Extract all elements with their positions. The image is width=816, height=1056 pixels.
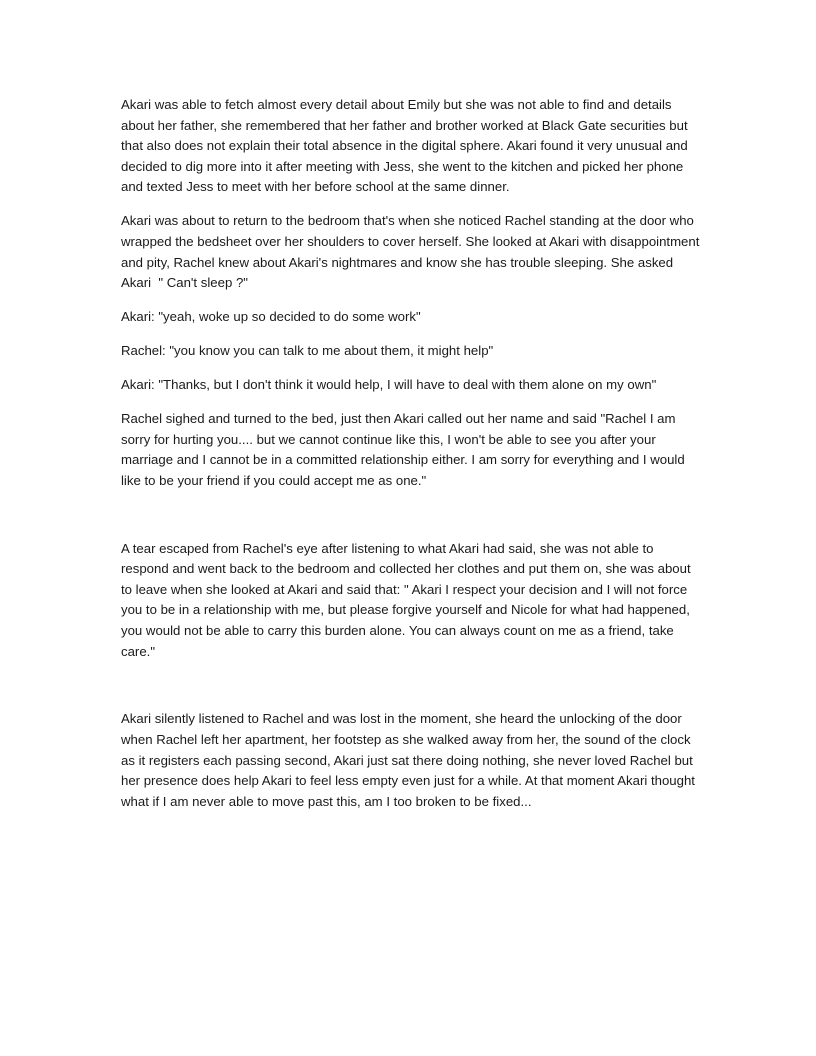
paragraph-rachel-at-door: Akari was about to return to the bedroom that's when she noticed Rachel standing at the door who wrapped the bedsheet over her shoulders to cover herself. She looked at Akari with disappointment and pity, Rachel knew about Akari's nightmares and know she has trouble sleeping. She asked Akari " Can't sleep ?" (121, 213, 704, 291)
blank-line (121, 676, 701, 710)
paragraph-akari-apology: Rachel sighed and turned to the bed, just then Akari called out her name and said "Rachel I am sorry for hurting you.... but we cannot continue like this, I won't be able to see you after your marriage and I cannot be in a committed relationship either. I am sorry for everything and I would like to be your friend if you could accept me as one." (121, 411, 689, 488)
document-body (121, 95, 704, 826)
blank-line (121, 505, 701, 539)
paragraph-rachel-leaves: A tear escaped from Rachel's eye after listening to what Akari had said, she was not able to respond and went back to the bedroom and collected her clothes and put them on, she was about to leave when she looked at Akari and said that: " Akari I respect your decision and I will not force you to be in a relationship with me, but please forgive yourself and Nicole for what had happened, you would not be able to carry this burden alone. You can always count on me as a friend, take care." (121, 540, 695, 659)
dialogue-line-rachel-1: Rachel: "you know you can talk to me about them, it might help" (121, 343, 494, 359)
dialogue-line-akari-1: Akari: "yeah, woke up so decided to do some work" (121, 309, 421, 325)
paragraph-emily-research: Akari was able to fetch almost every detail about Emily but she was not able to find and details about her father, she remembered that her father and brother worked at Black Gate securities but that also does not explain their total absence in the digital sphere. Akari found it very unusual and decided to dig more into it after meeting with Jess, she went to the kitchen and picked her phone and texted Jess to meet with her before school at the same dinner. (121, 97, 692, 195)
paragraph-akari-reflection: Akari silently listened to Rachel and was lost in the moment, she heard the unlocking of the door when Rachel left her apartment, her footstep as she walked away from her, the sound of the clock as it registers each passing second, Akari just sat there doing nothing, she never loved Rachel but her presence does help Akari to feel less empty even just for a while. At that moment Akari thought what if I am never able to move past this, am I too broken to be fixed... (121, 711, 699, 809)
dialogue-line-akari-2: Akari: "Thanks, but I don't think it would help, I will have to deal with them alone on my own" (121, 377, 657, 393)
